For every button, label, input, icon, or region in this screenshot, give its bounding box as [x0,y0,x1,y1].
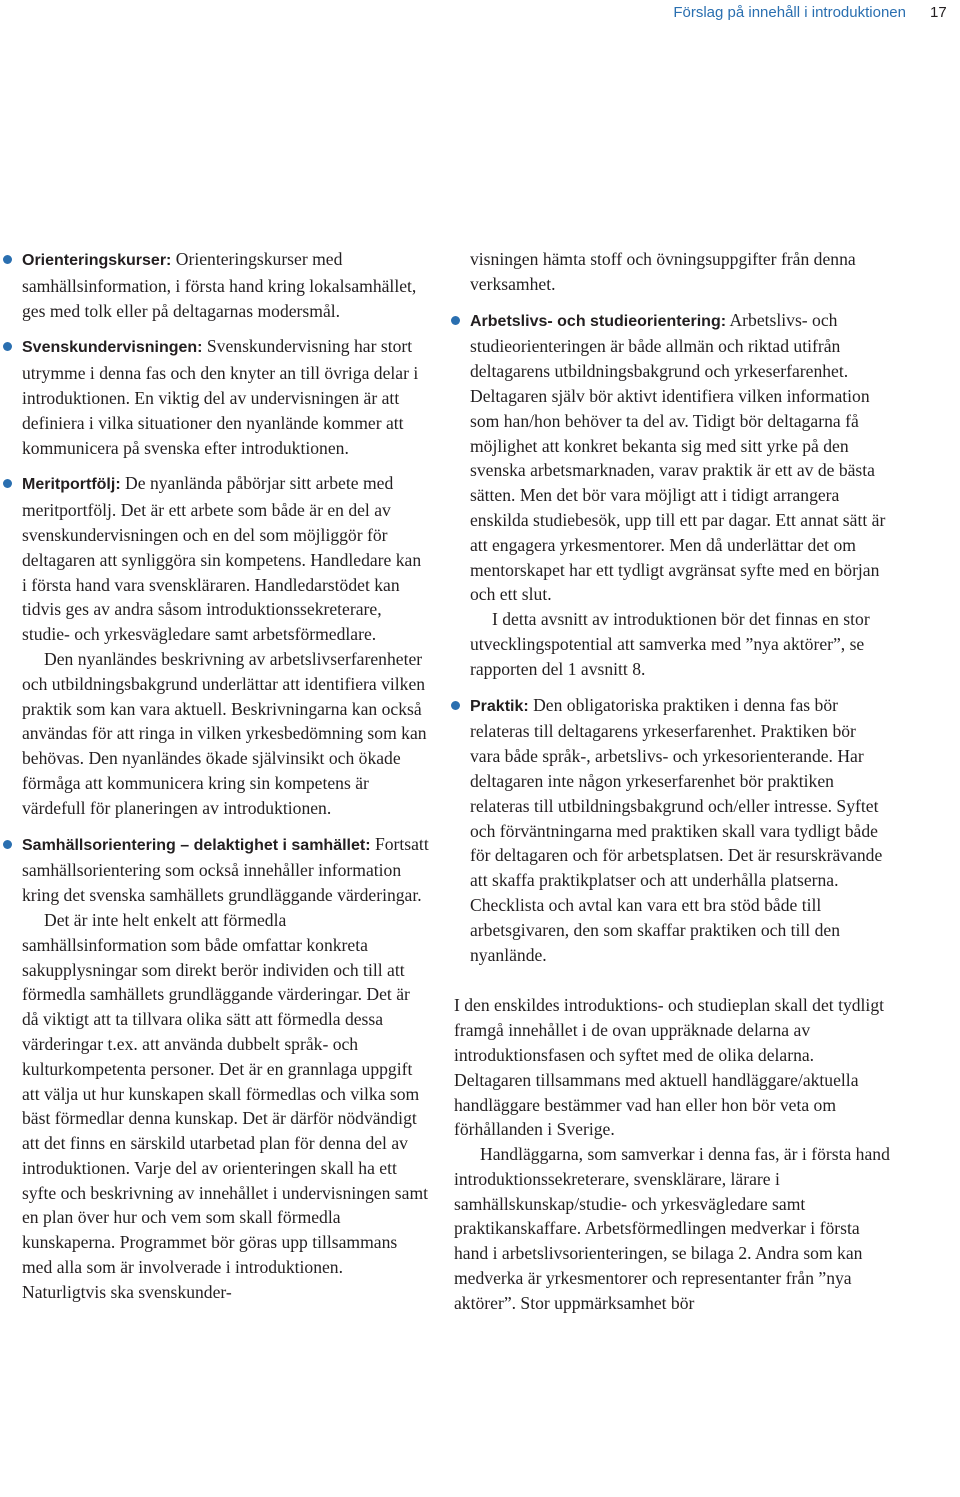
running-head-title: Förslag på innehåll i introduktionen [673,3,906,21]
bullet-svenskundervisningen [22,334,430,460]
bullet-heading: Arbetslivs- och studieorientering: [470,312,727,330]
bullet-body: Den obligatoriska praktiken i denna fas bör relateras till deltagarens yrkeserfarenhet. Praktiken bör vara både språk-, arbetslivs- och yrkesorienterande. Har deltagaren inte någon yrkeserfarenhet bör praktiken relateras till utbildningsbakgrund och/eller intresse. Syftet och förväntningarna med praktiken skall vara tydligt både för deltagaren och för arbetsplatsen. Det är resurskrävande att skaffa praktikplatser och att underhålla platserna. Checklista och avtal kan vara ett bra stöd både till arbetsgivaren, den som skaffar praktiken och till den nyanlände. [470,694,883,965]
bullet-heading: Orienteringskurser: [22,252,172,269]
bullet-body: Svenskundervisning har stort utrymme i denna fas och den knyter an till övriga delar i introduktionen. En viktig del av undervisningen är att definiera i vilka situationer den nyanlände kommer att kommunicera på svenska efter introduktionen. [22,336,419,458]
left-column [22,247,430,1316]
bullet-paragraph: I detta avsnitt av introduktionen bör det finnas en stor utvecklingspotential att samverka med ”nya aktörer”, se rapporten del 1 avsnitt 8. [470,609,870,679]
bullet-praktik [470,693,890,968]
bullet-body: De nyanlända påbörjar sitt arbete med meritportfölj. Det är ett arbete som både är en del av svenskundervisningen och en del som möjliggör för deltagaren att synliggöra sin kompetens. Handledare kan i första hand vara svenskläraren. Handledarstödet kan tidvis ges av andra såsom introduktionssekreterare, studie- och yrkesvägledare samt arbetsförmedlare. [22,473,422,645]
bullet-heading: Samhällsorientering – delaktighet i samhället: [22,836,371,854]
bullet-body: Orienteringskurser med samhällsinformation, i första hand kring lokalsamhället, ges med tolk eller på deltagarnas modersmål. [22,249,417,321]
bullet-text [470,693,890,968]
bullet-continuation [470,247,890,297]
bullet-meritportfolj [22,471,430,820]
bullet-text [22,471,430,647]
bullet-dot-icon [451,316,460,325]
bullet-dot-icon [451,701,460,710]
bullet-text [470,308,890,608]
page-number: 17 [930,3,947,21]
bullet-paragraph: Det är inte helt enkelt att förmedla samhällsinformation som både omfattar konkreta sakupplysningar som direkt berör individen och till att förmedla samhällets grundläggande värderingar. Det är då viktigt att ta tillvara olika sätt att förmedla dessa värderingar t.ex. att använda dubbelt språk- och kulturkompetenta personer. Det är en grannlaga uppgift att välja ut hur kunskapen skall förmedlas och vilka som bäst förmedlar denna kunskap. Det är därför nödvändigt att det finns en särskild utarbetad plan för denna del av introduktionen. Varje del av orienteringen skall ha ett syfte och beskrivning av innehållet i undervisningen samt en plan över hur och vem som skall förmedla kunskaperna. Programmet bör göras upp tillsammans med alla som är involverade i introduktionen. Naturligtvis ska svenskunder- [22,909,429,1302]
right-column [454,247,890,1316]
bullet-heading: Svenskundervisningen: [22,339,203,357]
bullet-samhallsorientering [22,832,430,1305]
bullet-body: Arbetslivs- och studieorienteringen är både allmän och riktad utifrån deltagarens utbildningsbakgrund och yrkeserfarenhet. Deltagaren själv bör aktivt identifiera vilken information som han/hon behöver ta del av. Tidigt bör deltagarna få möjlighet att konkret bekanta sig med sitt yrke på den svenska arbetsmarknaden, varav praktik är ett av de bästa sätten. Men det bör vara möjligt att i tidigt arrangera enskilda studiebesök, upp till ett par dagar. Ett annat sätt är att engagera yrkesmentorer. Men då underlättar det om mentorskapet har ett tydligt avgränsat syfte med en början och ett slut. [470,309,886,605]
bullet-text [22,247,430,323]
bullet-dot-icon [3,479,12,488]
body-text [454,993,890,1315]
body-paragraph: I den enskildes introduktions- och studieplan skall det tydligt framgå innehållet i de ovan uppräknade delarna av introduktionsfasen och syftet med de olika delarna. Deltagaren tillsammans med aktuell handläggare/aktuella handläggare bestämmer vad han eller hon bör veta om förhållanden i Sverige. [454,995,885,1140]
bullet-heading: Praktik: [470,697,529,715]
bullet-text [22,334,430,460]
running-head [673,0,960,24]
body-paragraph: Handläggarna, som samverkar i denna fas, är i första hand introduktionssekreterare, svensklärare, lärare i samhällskunskap/studie- och yrkesvägledare samt praktikanskaffare. Arbetsförmedlingen medverkar i första hand i arbetslivsorienteringen, se bilaga 2. Andra som kan medverka är yrkesmentorer och representanter från ”nya aktörer”. Stor uppmärksamhet bör [454,1144,890,1313]
bullet-orienteringskurser [22,247,430,323]
bullet-heading: Meritportfölj: [22,476,121,494]
bullet-dot-icon [3,342,12,351]
bullet-dot-icon [3,840,12,849]
bullet-arbetslivsorientering [470,308,890,682]
bullet-text [22,832,430,908]
bullet-body: Fortsatt samhällsorientering som också innehåller information kring det svenska samhällets grundläggande värderingar. [22,833,429,906]
continuation-text: visningen hämta stoff och övningsuppgifter från denna verksamhet. [470,249,856,294]
bullet-paragraph: Den nyanländes beskrivning av arbetslivserfarenheter och utbildningsbakgrund underlättar att identifiera vilken praktik som kan vara aktuell. Beskrivningarna kan också användas för att ringa in vilken yrkesbedömning som kan behövas. Den nyanländes ökade självinsikt och ökade förmåga att kommunicera kring sin kompetens är värdefull för planeringen av introduktionen. [22,648,427,818]
bullet-dot-icon [3,255,12,264]
